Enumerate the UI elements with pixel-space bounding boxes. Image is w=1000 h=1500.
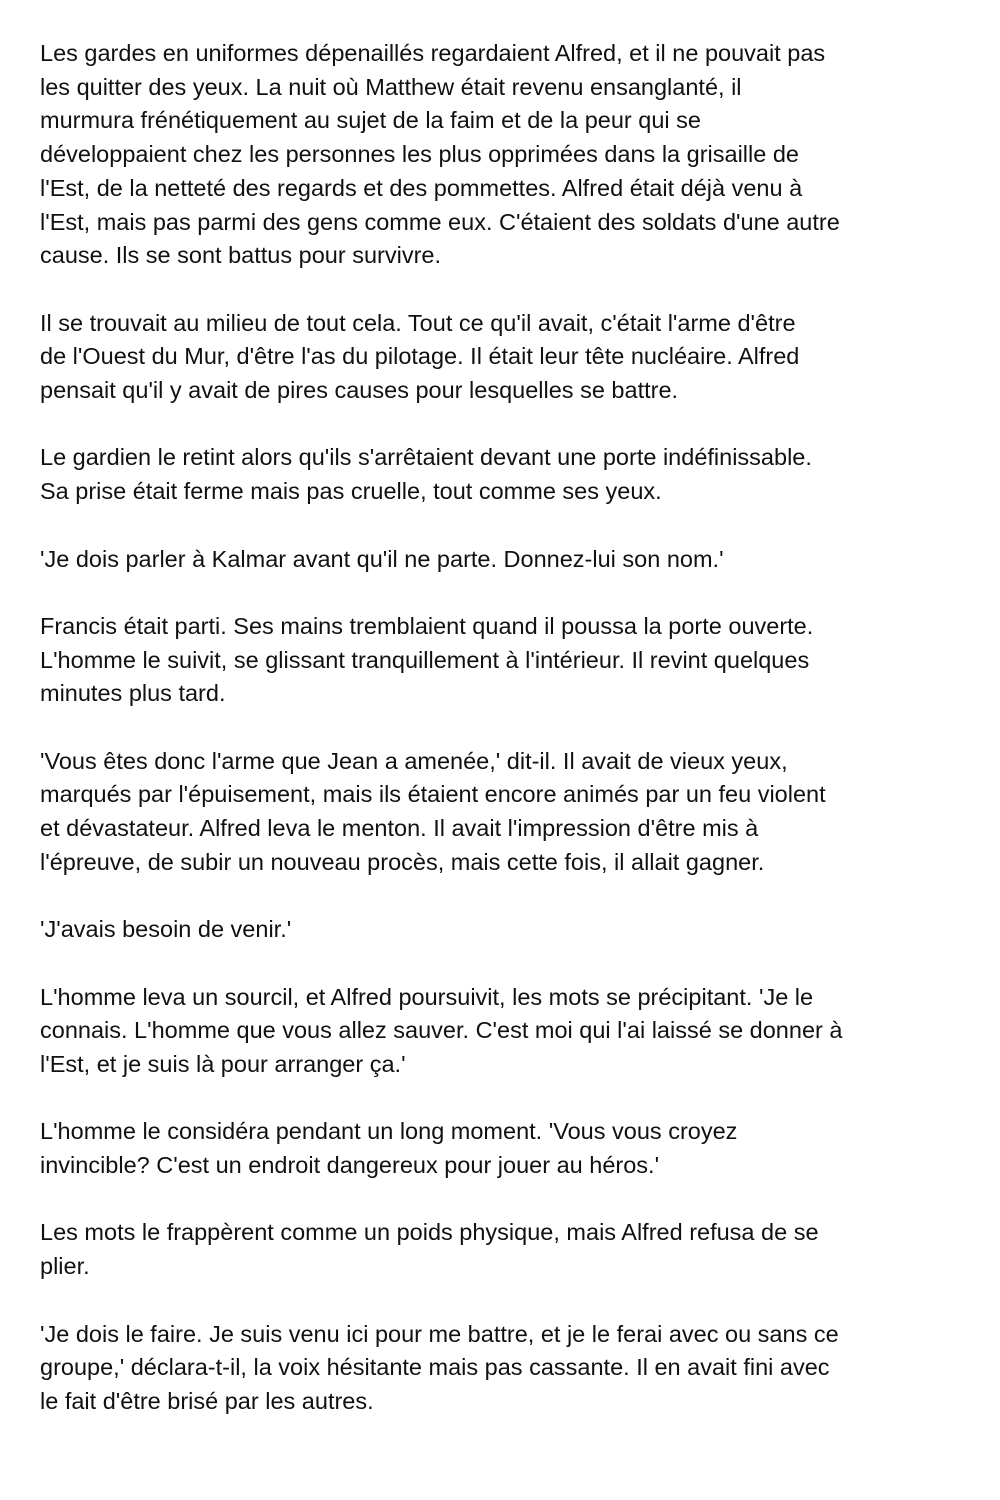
- text-line: L'homme le suivit, se glissant tranquillement à l'intérieur. Il revint quelques: [40, 646, 810, 673]
- paragraph-11: [40, 1318, 970, 1419]
- text-line: groupe,' déclara-t-il, la voix hésitante mais pas cassante. Il en avait fini avec: [40, 1354, 830, 1381]
- text-line: 'Vous êtes donc l'arme que Jean a amenée,' dit-il. Il avait de vieux yeux,: [40, 747, 788, 774]
- paragraph-10: [40, 1216, 970, 1283]
- text-line: cause. Ils se sont battus pour survivre.: [40, 242, 441, 269]
- paragraph-9: [40, 1115, 970, 1182]
- paragraph-2: [40, 307, 970, 408]
- text-line: Les mots le frappèrent comme un poids physique, mais Alfred refusa de se: [40, 1219, 819, 1246]
- text-line: et dévastateur. Alfred leva le menton. Il avait l'impression d'être mis à: [40, 815, 759, 842]
- text-line: Le gardien le retint alors qu'ils s'arrêtaient devant une porte indéfinissable.: [40, 444, 812, 471]
- text-line: marqués par l'épuisement, mais ils étaient encore animés par un feu violent: [40, 781, 826, 808]
- paragraph-8: [40, 981, 970, 1082]
- text-line: Les gardes en uniformes dépenaillés regardaient Alfred, et il ne pouvait pas: [40, 40, 826, 66]
- paragraph-4: [40, 543, 970, 577]
- text-line: pensait qu'il y avait de pires causes pour lesquelles se battre.: [40, 377, 679, 404]
- text-line: 'Je dois parler à Kalmar avant qu'il ne parte. Donnez-lui son nom.': [40, 545, 724, 572]
- text-line: le fait d'être brisé par les autres.: [40, 1387, 374, 1414]
- document-page: [40, 37, 970, 1452]
- paragraph-3: [40, 441, 970, 508]
- paragraph-1: [40, 37, 970, 273]
- text-line: minutes plus tard.: [40, 680, 226, 707]
- text-line: l'épreuve, de subir un nouveau procès, mais cette fois, il allait gagner.: [40, 848, 765, 875]
- paragraph-6: [40, 745, 970, 880]
- text-line: murmura frénétiquement au sujet de la faim et de la peur qui se: [40, 107, 701, 134]
- text-line: 'J'avais besoin de venir.': [40, 916, 292, 943]
- text-line: l'Est, mais pas parmi des gens comme eux. C'étaient des soldats d'une autre: [40, 208, 840, 235]
- text-line: l'Est, de la netteté des regards et des pommettes. Alfred était déjà venu à: [40, 174, 803, 201]
- text-line: connais. L'homme que vous allez sauver. C'est moi qui l'ai laissé se donner à: [40, 1017, 843, 1044]
- text-line: les quitter des yeux. La nuit où Matthew était revenu ensanglanté, il: [40, 73, 742, 100]
- text-line: l'Est, et je suis là pour arranger ça.': [40, 1050, 406, 1077]
- text-line: Francis était parti. Ses mains tremblaient quand il poussa la porte ouverte.: [40, 612, 814, 639]
- text-line: développaient chez les personnes les plus opprimées dans la grisaille de: [40, 141, 799, 168]
- text-line: de l'Ouest du Mur, d'être l'as du pilotage. Il était leur tête nucléaire. Alfred: [40, 343, 800, 370]
- text-line: invincible? C'est un endroit dangereux pour jouer au héros.': [40, 1152, 660, 1179]
- text-line: 'Je dois le faire. Je suis venu ici pour me battre, et je le ferai avec ou sans ce: [40, 1320, 839, 1347]
- paragraph-7: [40, 913, 970, 947]
- text-line: Il se trouvait au milieu de tout cela. Tout ce qu'il avait, c'était l'arme d'être: [40, 309, 796, 336]
- text-line: L'homme le considéra pendant un long moment. 'Vous vous croyez: [40, 1118, 738, 1145]
- paragraph-5: [40, 610, 970, 711]
- text-line: Sa prise était ferme mais pas cruelle, tout comme ses yeux.: [40, 478, 662, 505]
- text-line: plier.: [40, 1253, 90, 1280]
- text-line: L'homme leva un sourcil, et Alfred poursuivit, les mots se précipitant. 'Je le: [40, 983, 814, 1010]
